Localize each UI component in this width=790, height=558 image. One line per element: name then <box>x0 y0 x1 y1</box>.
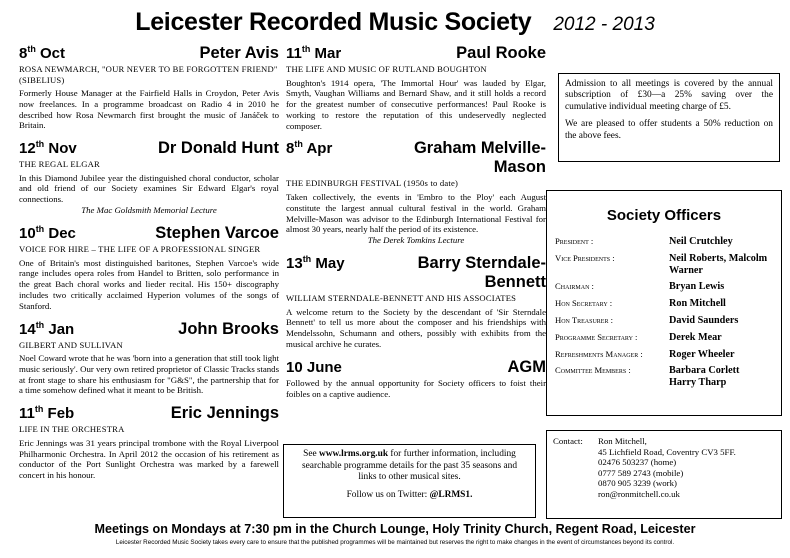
website-link[interactable]: www.lrms.org.uk <box>319 449 389 459</box>
event-subtitle: THE REGAL ELGAR <box>19 159 100 170</box>
event-item <box>19 139 279 216</box>
event-description: Eric Jennings was 31 years principal trombone with the Royal Liverpool Philharmonic Orchestra. In April 2012 the occasion of his retirement as conductor of the Port Sunlight Orchestra was marked by a farewell concert in his honour. <box>19 437 279 481</box>
event-description: Formerly House Manager at the Fairfield Halls in Croydon, Peter Avis now freelances. In a programme broadcast on Radio 4 in 2010 he described how Rosa Newmarch first brought the music of Janáček to Britain. <box>19 88 279 131</box>
event-item <box>286 254 546 350</box>
officer-role: Vice Presidents : <box>555 252 615 263</box>
event-description: One of Britain's most distinguished baritones, Stephen Varcoe's wide range includes opera roles from Handel to Britten, solo performance in the great Bach choral works and lieder recital. His 150+ discography includes two critically acclaimed Hyperion volumes of the songs of Stanford. <box>19 257 279 311</box>
event-date: 8th Oct <box>19 44 66 62</box>
website-info: See www.lrms.org.uk for further information, including searchable programme details for the past 35 seasons and links to other musical sites. <box>301 449 518 483</box>
officer-row <box>555 315 773 327</box>
contact-email[interactable]: ron@ronmitchell.co.uk <box>598 488 680 499</box>
officer-row <box>555 332 773 344</box>
officer-row <box>555 281 773 293</box>
website-box <box>283 444 536 518</box>
officer-name: Neil Crutchley <box>669 236 733 247</box>
events-column-left <box>19 44 279 489</box>
event-speaker: Peter Avis <box>199 44 279 62</box>
officer-role: Refreshments Manager : <box>555 348 643 359</box>
contact-details <box>598 436 736 513</box>
officer-name: Ron Mitchell <box>669 298 726 310</box>
student-discount-text: We are pleased to offer students a 50% reduction on the above fees. <box>565 119 773 141</box>
event-subtitle: ROSA NEWMARCH, "OUR NEVER TO BE FORGOTTEN FRIEND" (SIBELIUS) <box>19 64 278 85</box>
season-years: 2012 - 2013 <box>553 14 655 35</box>
event-item <box>19 44 279 131</box>
event-date: 14th Jan <box>19 319 75 338</box>
event-description: Boughton's 1914 opera, 'The Immortal Hour' was lauded by Elgar, Smyth, Vaughan Williams and Bernard Shaw, and it still holds a record for the greatest number of consecutive performances! Paul Rooke is working to restore the reputation of this undeservedly neglected composer. <box>286 77 546 131</box>
event-subtitle: WILLIAM STERNDALE-BENNETT AND HIS ASSOCIATES <box>286 293 517 304</box>
page-title-bar <box>0 8 790 37</box>
officer-name: Bryan Lewis <box>669 281 725 293</box>
event-date: 10th Dec <box>19 224 76 243</box>
event-description: Noel Coward wrote that he was 'born into a generation that still took light music seriously'. Our very own retired proprietor of Classic Tracks stands at front stage to share his enthusiasm for "G&S", the partnership that for a time somehow defined what it meant to be British. <box>19 353 279 396</box>
event-item <box>19 404 279 481</box>
officer-role: Hon Treasurer : <box>555 314 613 325</box>
event-speaker: Barry Sterndale-Bennett <box>417 254 546 292</box>
event-description: A welcome return to the Society by the descendant of 'Sir Sterndale Bennett' to tell us more about the composer and his friendships with Mendelssohn, Schumann and others, possibly with exhibits from the musical archive he curates. <box>286 306 546 350</box>
officer-name: Neil Roberts, Malcolm Warner <box>669 252 768 276</box>
officer-role: President : <box>555 236 594 246</box>
event-subtitle: LIFE IN THE ORCHESTRA <box>19 424 125 435</box>
page-title: Leicester Recorded Music Society <box>135 8 532 36</box>
event-date: 11th Mar <box>286 44 342 62</box>
officer-row <box>555 298 773 310</box>
event-date: 11th Feb <box>19 404 75 423</box>
officer-row <box>555 253 773 277</box>
admission-text: Admission to all meetings is covered by the annual subscription of £30—a 25% saving over the cumulative individual meeting charge of £5. <box>565 79 773 112</box>
meetings-footer: Meetings on Mondays at 7:30 pm in the Church Lounge, Holy Trinity Church, Regent Road, Leicester <box>94 522 696 536</box>
officer-name: David Saunders <box>669 314 739 326</box>
event-speaker: Paul Rooke <box>456 44 546 62</box>
event-speaker: AGM <box>507 357 546 376</box>
event-item <box>286 44 546 131</box>
event-date: 12th Nov <box>19 139 77 158</box>
event-subtitle: THE EDINBURGH FESTIVAL (1950s to date) <box>286 178 459 189</box>
contact-phone-mobile: 0777 589 2743 (mobile) <box>598 467 684 478</box>
event-date: 13th May <box>286 254 345 273</box>
twitter-info: Follow us on Twitter: @LRMS1. <box>346 489 473 500</box>
contact-name: Ron Mitchell, <box>598 436 647 446</box>
event-subtitle: GILBERT AND SULLIVAN <box>19 339 123 350</box>
event-description: In this Diamond Jubilee year the distinguished choral conductor, scholar and old friend of our Society examines Sir Edward Elgar's royal connections. <box>19 172 279 205</box>
officer-row <box>555 236 773 248</box>
officer-role: Committee Members : <box>555 365 631 376</box>
event-item <box>19 320 279 397</box>
officer-name: Roger Wheeler <box>669 348 735 360</box>
event-memorial-lecture: The Derek Tomkins Lecture <box>367 235 465 246</box>
event-date: 10 June <box>286 358 342 376</box>
officer-name: Derek Mear <box>669 331 722 343</box>
contact-phone-home: 02476 503237 (home) <box>598 457 677 468</box>
event-speaker: Dr Donald Hunt <box>158 139 279 158</box>
contact-address: 45 Lichfield Road, Coventry CV3 5FF. <box>598 446 736 457</box>
event-speaker: Stephen Varcoe <box>155 224 279 243</box>
events-column-right <box>286 44 546 407</box>
event-description: Followed by the annual opportunity for Society officers to foist their foibles on a captive audience. <box>286 377 546 399</box>
event-subtitle: VOICE FOR HIRE – THE LIFE OF A PROFESSIONAL SINGER <box>19 244 261 255</box>
event-date: 8th Apr <box>286 139 333 158</box>
event-item <box>19 224 279 311</box>
officer-role: Chairman : <box>555 281 594 292</box>
contact-box <box>546 430 782 519</box>
event-memorial-lecture: The Mac Goldsmith Memorial Lecture <box>81 205 217 216</box>
disclaimer-text: Leicester Recorded Music Society takes every care to ensure that the published programmes will be maintained but reserves the right to make changes in the event of circumstances beyond its control. <box>115 539 675 546</box>
officer-name: Barbara Corlett Harry Tharp <box>669 365 740 389</box>
event-subtitle: THE LIFE AND MUSIC OF RUTLAND BOUGHTON <box>286 64 487 74</box>
event-item <box>286 139 546 246</box>
event-speaker: Eric Jennings <box>170 404 279 423</box>
event-description: Taken collectively, the events in 'Embro to the Ploy' each August constitute the largest annual cultural festival in the world. Graham Melville-Mason was advisor to the Edinburgh International Festival for almost 30 years, nearly half the period of its existence. <box>286 191 546 235</box>
officers-box <box>546 190 782 416</box>
contact-label: Contact: <box>553 436 583 446</box>
officer-row <box>555 365 773 389</box>
contact-phone-work: 0870 905 3239 (work) <box>598 478 677 489</box>
officer-role: Hon Secretary : <box>555 298 613 309</box>
event-speaker: Graham Melville-Mason <box>413 139 546 177</box>
event-speaker: John Brooks <box>178 319 279 338</box>
twitter-handle[interactable]: @LRMS1. <box>429 489 473 500</box>
officer-row <box>555 349 773 361</box>
admission-box <box>558 73 780 162</box>
officers-heading: Society Officers <box>606 207 722 224</box>
event-item <box>286 358 546 400</box>
officer-role: Programme Secretary : <box>555 331 638 342</box>
